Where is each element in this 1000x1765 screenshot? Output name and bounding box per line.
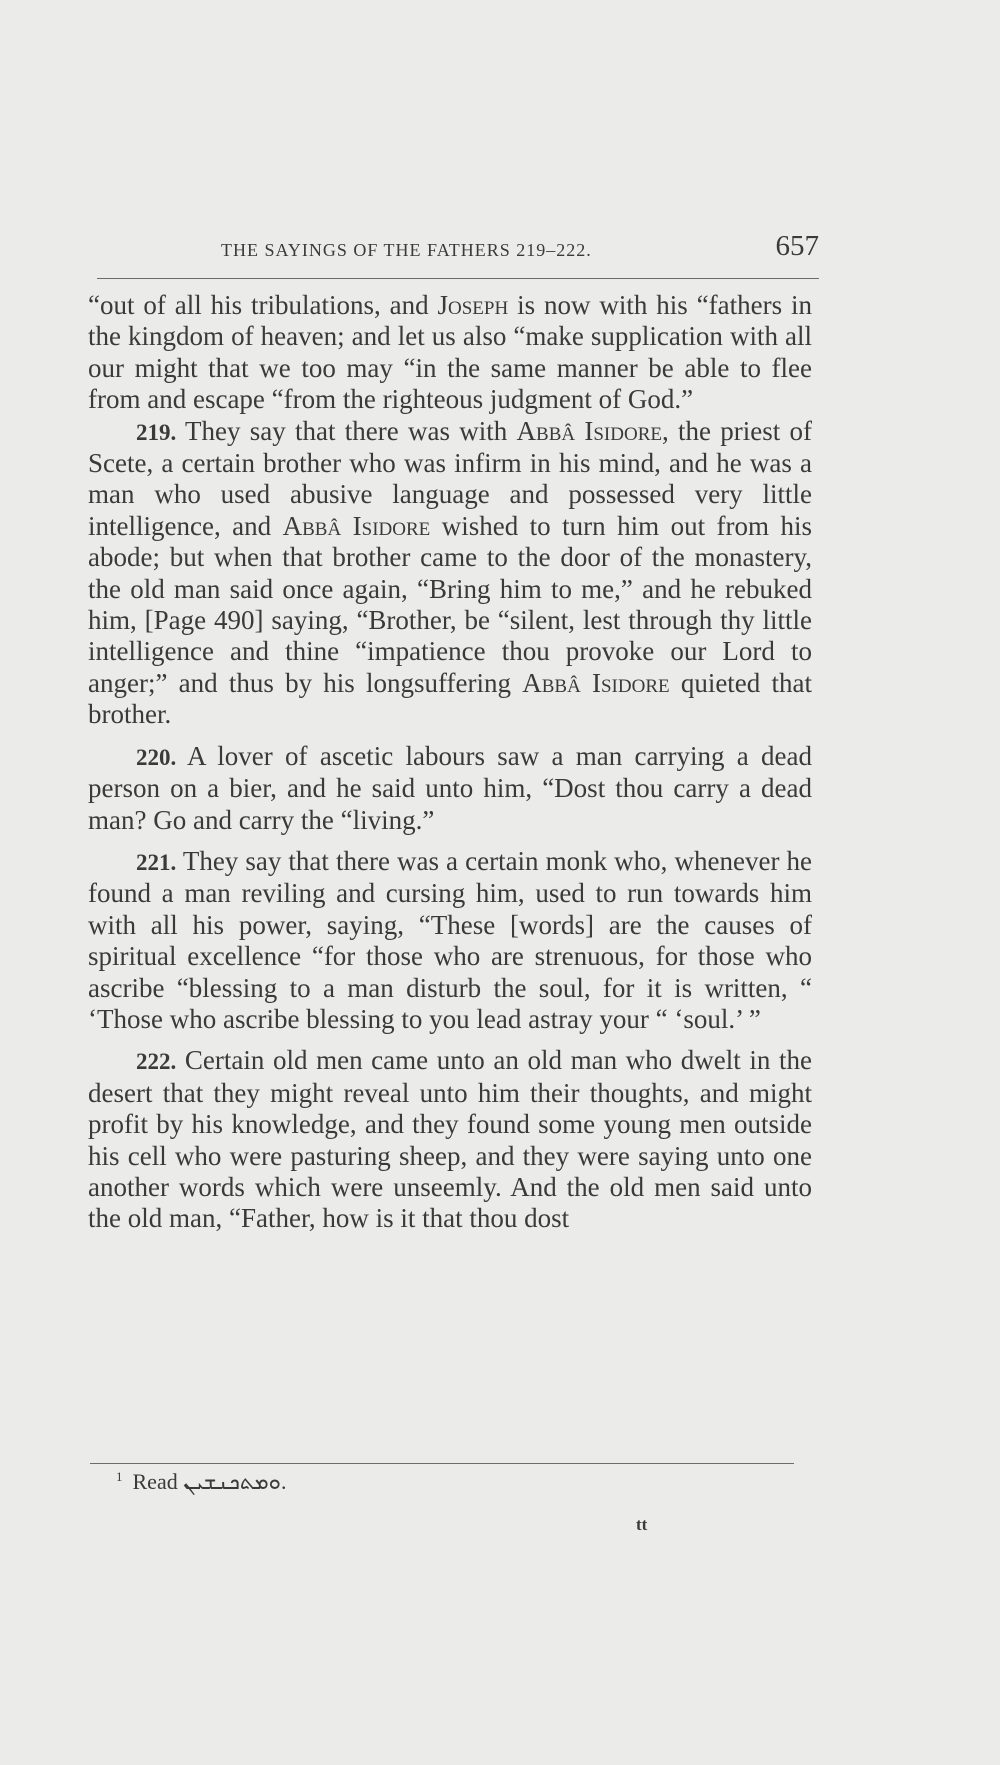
running-title: THE SAYINGS OF THE FATHERS 219–222. bbox=[221, 240, 592, 260]
body-text bbox=[88, 290, 812, 1235]
saying-number: 221. bbox=[136, 849, 177, 875]
proper-name: Abbâ Isidore bbox=[516, 415, 662, 446]
paragraph-text: Certain old men came unto an old man who dwelt in the desert that they might reveal unto him their thoughts, and might profit by his knowledge, and they found some young men outside his cell who were pasturing sheep, and they were saying unto one another words which were unseemly. And the old men said unto the old man, “Father, how is it that thou dost bbox=[88, 1045, 813, 1234]
page-number: 657 bbox=[775, 230, 819, 262]
paragraph-text: They say that there was a certain monk who, whenever he found a man reviling and cursing him, used to run towards him with all his power, saying, “These [words] are the causes of spiritual excellence “for those who are strenuous, for those who ascribe “blessing to a man disturb the soul, for it is written, “ ‘Those who ascribe blessing to you lead astray your “ ‘soul.’ ” bbox=[88, 845, 812, 1034]
footnote bbox=[116, 1469, 286, 1495]
paragraph-222 bbox=[88, 1045, 812, 1234]
paragraph-220 bbox=[88, 741, 812, 836]
proper-name: Joseph bbox=[437, 290, 509, 320]
running-head bbox=[97, 230, 819, 276]
paragraph-221 bbox=[88, 846, 812, 1035]
paragraph-219 bbox=[88, 416, 812, 731]
paragraph-text: They say that there was with Abbâ Isidore, the priest of Scete, a certain brother who was infirm in his mind, and he was a man who used abusive language and possessed very little intelligence, and Abbâ Isidore wished to turn him out from his abode; but when that brother came to the door of the monastery, the old man said once again, “Bring him to me,” and he rebuked him, [Page 490] saying, “Brother, be “silent, lest through thy little intelligence and thine “impatience thou provoke our Lord to anger;” and thus by his longsuffering Abbâ Isidore quieted that brother. bbox=[88, 415, 813, 730]
header-rule bbox=[97, 278, 819, 279]
footnote-text: Read ܘܡܬܟܢܫܝܢ. bbox=[132, 1469, 287, 1494]
proper-name: Abbâ Isidore bbox=[522, 667, 670, 698]
paragraph-text: A lover of ascetic labours saw a man carrying a dead person on a bier, and he said unto him, “Dost thou carry a dead man? Go and carry the “living.” bbox=[88, 740, 812, 835]
saying-number: 219. bbox=[136, 419, 177, 445]
paragraph-continued: “out of all his tribulations, and Joseph is now with his “fathers in the kingdom of heaven; and let us also “make supplication with all our might that we too may “in the same manner be able to flee from and escape “from the righteous judgment of God.” bbox=[88, 290, 812, 415]
saying-number: 220. bbox=[136, 744, 177, 770]
footnote-marker: 1 bbox=[116, 1469, 123, 1484]
footnote-rule bbox=[90, 1463, 794, 1464]
proper-name: Abbâ Isidore bbox=[282, 510, 431, 541]
saying-number: 222. bbox=[136, 1049, 177, 1075]
signature-mark: tt bbox=[636, 1515, 648, 1534]
